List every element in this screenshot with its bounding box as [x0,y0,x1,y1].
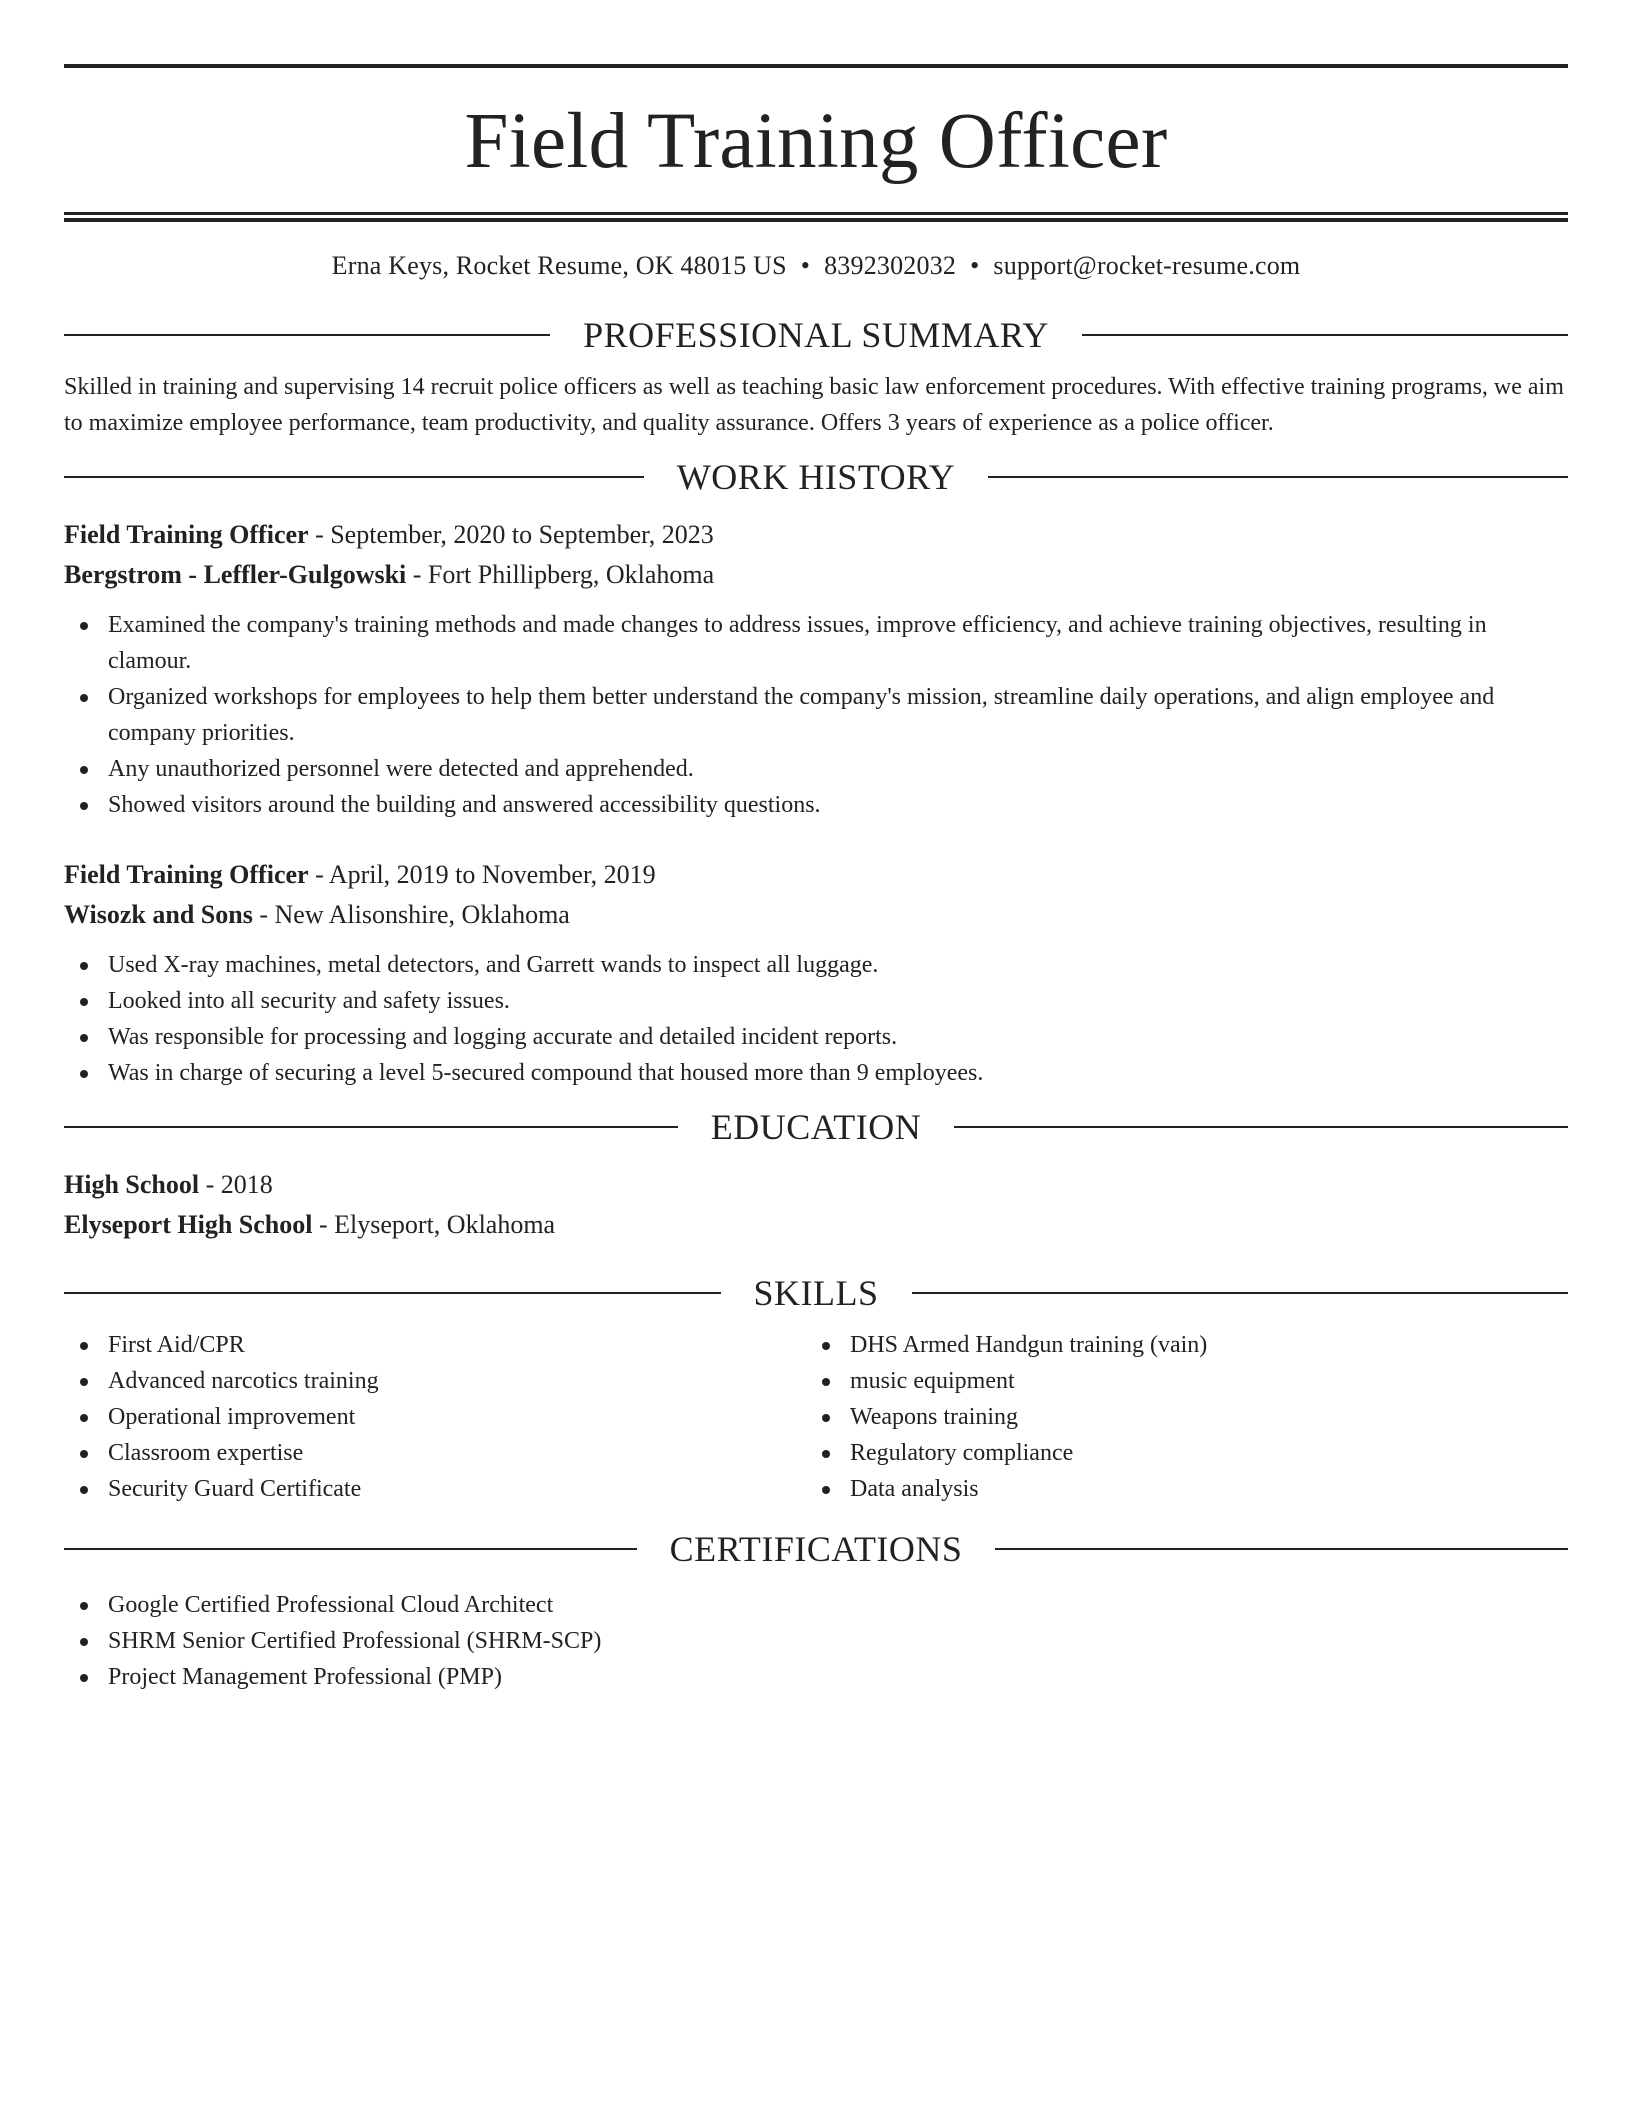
summary-text: Skilled in training and supervising 14 recruit police officers as well as teaching basic law enforcement procedures. With effective training programs, we aim to maximize employee performance, team productivity, and quality assurance. Offers 3 years of experience as a police officer. [64,374,1564,436]
summary-heading-label: PROFESSIONAL SUMMARY [583,315,1049,355]
top-rule [64,64,1568,68]
job-title-line [64,855,1568,895]
contact-line [64,249,1568,283]
heading-rule [64,1548,637,1550]
heading-rule [988,476,1568,478]
skill-item: Advanced narcotics training [64,1363,806,1399]
certifications-heading-label: CERTIFICATIONS [669,1529,963,1569]
skills-heading [64,1271,1568,1315]
job-entry [64,855,1568,1091]
job-location: - Fort Phillipberg, Oklahoma [406,560,715,589]
summary-heading [64,313,1568,357]
contact-email: support@rocket-resume.com [993,251,1301,280]
education-school: Elyseport High School [64,1210,313,1239]
job-entry [64,515,1568,823]
skills-column-right [806,1327,1548,1507]
skill-item: Classroom expertise [64,1435,806,1471]
skill-item: Data analysis [806,1471,1548,1507]
education-heading-label: EDUCATION [710,1107,922,1147]
heading-rule [64,1292,721,1294]
education-entry [64,1165,1568,1245]
contact-address: Erna Keys, Rocket Resume, OK 48015 US [331,251,787,280]
skills-column-left [64,1327,806,1507]
list-item: Examined the company's training methods and made changes to address issues, improve efficiency, and achieve training objectives, resulting in clamour. [64,607,1568,679]
job-dates: - April, 2019 to November, 2019 [308,860,656,889]
job-company-line [64,895,1568,935]
skill-item: DHS Armed Handgun training (vain) [806,1327,1548,1363]
work-heading-label: WORK HISTORY [676,457,956,497]
certification-item: SHRM Senior Certified Professional (SHRM-SCP) [64,1623,1568,1659]
contact-separator: • [970,251,980,280]
education-degree: High School [64,1170,200,1199]
heading-rule [64,334,550,336]
skills-list [64,1327,806,1507]
contact-phone: 8392302032 [824,251,957,280]
heading-rule [1082,334,1568,336]
education-school-line [64,1205,1568,1245]
heading-rule [995,1548,1568,1550]
heading-rule [64,1126,678,1128]
title-double-rule [64,212,1568,222]
job-company: Wisozk and Sons [64,900,253,929]
job-title: Field Training Officer [64,860,309,889]
job-location: - New Alisonshire, Oklahoma [252,900,570,929]
job-bullets [64,947,1568,1091]
skill-item: Security Guard Certificate [64,1471,806,1507]
list-item: Was in charge of securing a level 5-secured compound that housed more than 9 employees. [64,1055,1568,1091]
skill-item: Operational improvement [64,1399,806,1435]
heading-rule [954,1126,1568,1128]
skills-grid [64,1327,1568,1507]
skill-item: Regulatory compliance [806,1435,1548,1471]
list-item: Looked into all security and safety issues. [64,983,1568,1019]
list-item: Any unauthorized personnel were detected and apprehended. [64,751,1568,787]
resume-page [64,64,1568,1695]
list-item: Organized workshops for employees to help them better understand the company's mission, streamline daily operations, and align employee and company priorities. [64,679,1568,751]
job-title-line [64,515,1568,555]
education-degree-line [64,1165,1568,1205]
education-year: - 2018 [199,1170,273,1199]
skill-item: First Aid/CPR [64,1327,806,1363]
contact-separator: • [800,251,811,280]
education-location: - Elyseport, Oklahoma [312,1210,556,1239]
job-bullets [64,607,1568,823]
job-company-line [64,555,1568,595]
skills-heading-label: SKILLS [753,1273,879,1313]
skill-item: Weapons training [806,1399,1548,1435]
heading-rule [64,476,644,478]
job-dates: - September, 2020 to September, 2023 [308,520,714,549]
resume-title: Field Training Officer [464,98,1168,185]
certification-item: Project Management Professional (PMP) [64,1659,1568,1695]
list-item: Used X-ray machines, metal detectors, and Garrett wands to inspect all luggage. [64,947,1568,983]
list-item: Was responsible for processing and logging accurate and detailed incident reports. [64,1019,1568,1055]
certifications-list [64,1587,1568,1695]
skills-list [806,1327,1548,1507]
work-heading [64,455,1568,499]
certifications-heading [64,1527,1568,1571]
job-title: Field Training Officer [64,520,309,549]
list-item: Showed visitors around the building and answered accessibility questions. [64,787,1568,823]
job-company: Bergstrom - Leffler-Gulgowski [64,560,407,589]
education-heading [64,1105,1568,1149]
skill-item: music equipment [806,1363,1548,1399]
heading-rule [912,1292,1569,1294]
certification-item: Google Certified Professional Cloud Architect [64,1587,1568,1623]
